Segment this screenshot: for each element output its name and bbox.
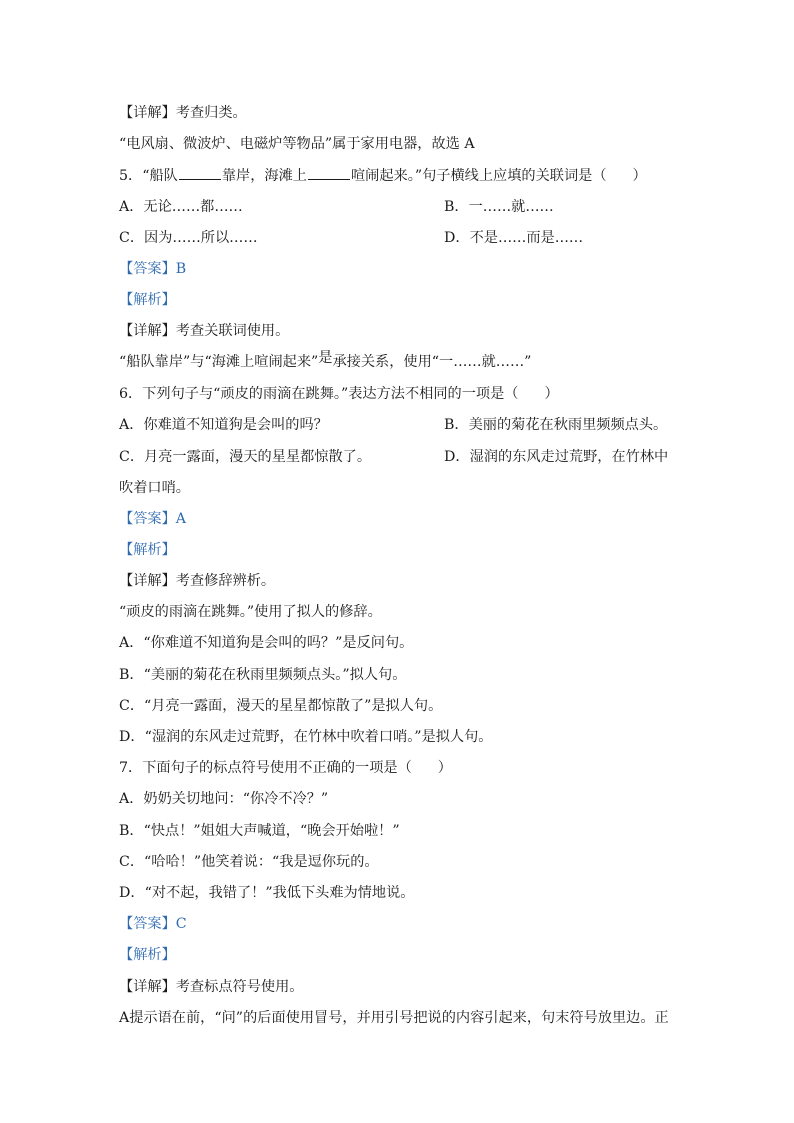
text: 【详解】考查关联词使用。	[119, 323, 290, 339]
explanation-line	[119, 665, 679, 685]
text: D．“湿润的东风走过荒野，在竹林中吹着口哨。”是拟人句。	[119, 729, 493, 745]
option-b: B．一……就……	[444, 199, 554, 215]
detail-line	[119, 977, 679, 997]
text: 喧闹起来。”句子横线上应填的关联词是（	[350, 168, 607, 184]
option-row	[119, 228, 679, 248]
fill-blank	[179, 165, 221, 180]
option-c: C．因为……所以……	[119, 230, 258, 246]
option-d: D．不是……而是……	[444, 230, 584, 246]
text: 【详解】考查归类。	[119, 105, 247, 121]
text: 承接关系，使用“一……就……”	[332, 354, 532, 370]
fill-blank	[308, 165, 350, 180]
explanation-line	[119, 696, 679, 716]
option-a: A．你难道不知道狗是会叫的吗？	[119, 417, 328, 433]
text: 靠岸，海滩上	[221, 168, 307, 184]
answer-label	[119, 914, 679, 934]
option-c: C．月亮一露面，漫天的星星都惊散了。	[119, 449, 372, 465]
option-b: B．美丽的菊花在秋雨里频频点头。	[444, 417, 668, 433]
text: ）	[437, 760, 452, 776]
explanation-line	[119, 727, 679, 747]
option-a: A．奶奶关切地问：“你冷不冷？”	[119, 791, 329, 807]
text: “电风扇、微波炉、电磁炉等物品”属于家用电器，故选 A	[119, 136, 475, 152]
text: 吹着口哨。	[119, 480, 190, 496]
option-row	[119, 789, 679, 809]
text: 【答案】C	[119, 916, 187, 932]
detail-line	[119, 321, 679, 341]
option-row	[119, 883, 679, 903]
option-row	[119, 415, 679, 435]
explanation-line	[119, 352, 679, 372]
analysis-label	[119, 540, 679, 560]
option-row	[119, 852, 679, 872]
text: 【答案】A	[119, 511, 186, 527]
question-7	[119, 758, 679, 778]
text: 【解析】	[119, 542, 176, 558]
text: 【解析】	[119, 292, 176, 308]
text: 【答案】B	[119, 261, 187, 277]
text: ）	[544, 386, 559, 402]
explanation-line	[119, 633, 679, 653]
option-row	[119, 197, 679, 217]
text: 5．“船队	[119, 168, 178, 184]
question-5	[119, 165, 679, 186]
text: 【解析】	[119, 947, 176, 963]
text: C．“月亮一露面，漫天的星星都惊散了”是拟人句。	[119, 698, 443, 714]
option-d: D．湿润的东风走过荒野，在竹林中	[444, 449, 669, 465]
text: 7．下面句子的标点符号使用不正确的一项是（	[119, 760, 412, 776]
answer-label	[119, 259, 679, 279]
explanation-line	[119, 134, 679, 154]
text: A．“你难道不知道狗是会叫的吗？”是反问句。	[119, 635, 414, 651]
option-d: D．“对不起，我错了！”我低下头难为情地说。	[119, 885, 415, 901]
option-row	[119, 447, 679, 467]
option-c: C．“哈哈！”他笑着说：“我是逗你玩的。	[119, 854, 379, 870]
text: 【详解】考查修辞辨析。	[119, 573, 276, 589]
text: “船队靠岸”与“海滩上喧闹起来”	[119, 354, 319, 370]
text: 是	[318, 350, 333, 366]
text: 6．下列句子与“顽皮的雨滴在跳舞。”表达方法不相同的一项是（	[119, 386, 519, 402]
detail-line	[119, 103, 679, 123]
explanation-line	[119, 1008, 679, 1028]
analysis-label	[119, 290, 679, 310]
text: A提示语在前，“问”的后面使用冒号，并用引号把说的内容引起来，句末符号放里边。正	[119, 1010, 669, 1026]
option-continuation	[119, 478, 679, 498]
text: B．“美丽的菊花在秋雨里频频点头。”拟人句。	[119, 667, 407, 683]
text: “顽皮的雨滴在跳舞。”使用了拟人的修辞。	[119, 604, 382, 620]
explanation-line	[119, 602, 679, 622]
option-b: B．“快点！”姐姐大声喊道，“晚会开始啦！”	[119, 823, 400, 839]
answer-label	[119, 509, 679, 529]
option-a: A．无论……都……	[119, 199, 243, 215]
option-row	[119, 821, 679, 841]
analysis-label	[119, 945, 679, 965]
text: ）	[632, 168, 647, 184]
detail-line	[119, 571, 679, 591]
text: 【详解】考查标点符号使用。	[119, 979, 304, 995]
question-6	[119, 384, 679, 404]
